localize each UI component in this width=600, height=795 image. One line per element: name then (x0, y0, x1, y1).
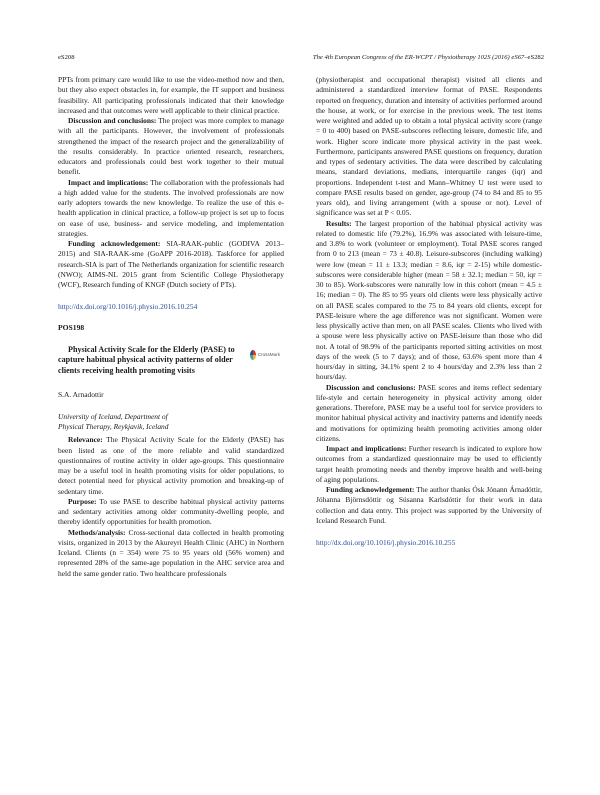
crossmark-icon[interactable] (250, 349, 280, 361)
funding-paragraph: Funding acknowledgement: SIA-RAAK-public (GODIVA 2013–2015) and SIA-RAAK-sme (GoAPP 2016-2018). Taskforce for applied research-SIA is part of The Netherlands organization for scientific research (NWO); AIMS-NL 2015 grant from Scientific College Physiotherapy (WCF), Research funding of KNGF (Dutch society of PTs). (58, 239, 284, 289)
purpose-paragraph: Purpose: To use PASE to describe habitual physical activity patterns and sedentary activities among older community-dwelling people, and thereby identify opportunities for health promotion. (58, 496, 284, 527)
affiliation: University of Iceland, Department of Physical Therapy, Reykjavik, Iceland (58, 411, 169, 432)
abstract-title-block (58, 345, 284, 377)
funding-paragraph: Funding acknowledgement: The author thanks Ósk Jónann Árnadóttir, Jóhanna Björnsdóttir og Súsanna Karlsdóttir for their work in data collection and data entry. This project was supported by the University of Iceland Research Fund. (316, 485, 542, 525)
page-number: eS208 (58, 54, 75, 61)
doi-link[interactable]: http://dx.doi.org/10.1016/j.physio.2016.10.254 (58, 302, 198, 312)
crossmark-logo-icon (250, 350, 256, 360)
crossmark-label: CrossMark (257, 351, 280, 357)
discussion-paragraph: Discussion and conclusions: PASE scores and items reflect sedentary life-style and certain heterogeneity in physical activity among older generations. Therefore, PASE may be a useful tool for service providers to monitor habitual physical activity and inactivity patterns and identify needs and motivations for optimizing health promoting activities among older citizens. (316, 382, 542, 443)
running-header (58, 54, 544, 66)
relevance-paragraph: Relevance: The Physical Activity Scale for the Elderly (PASE) has been listed as one of the more reliable and valid standardized questionnaires of routine activity in older age-groups. This questionnaire may be a useful tool in health promoting visits for older populations, to detect potential need for physical activity promotion and breaking-up of sedentary time. (58, 435, 284, 496)
journal-title: The 4th European Congress of the ER-WCPT / Physiotherapy 102S (2016) eS67–eS282 (312, 54, 544, 61)
methods-paragraph: Methods/analysis: Cross-sectional data collected in health promoting visits, organized in 2013 by the Akureyri Health Clinic (AHC) in Northern Iceland. Clients (n = 354) were 75 to 95 years old (56% women) and represented 28% of the same-age population in the AHC service area and held the same gender ratio. Two healthcare professionals (58, 527, 284, 578)
results-paragraph: Results: The largest proportion of the habitual physical activity was related to domestic life (79.2%), 16.9% was associated with leisure-time, and 3.8% to work (volunteer or employment). Total PASE scores ranged from 0 to 213 (mean = 73 ± 40.8). Leisure-subscores (including walking) were low (mean = 11 ± 13.3; median = 8.6, iqr = 2-15) while domestic-subscores were considerable higher (mean = 58 ± 32.1; median = 50, iqr = 30 to 85). Work-subscores were naturally low in this cohort (mean = 4.5 ± 16; median = 0). The 85 to 95 years old clients were less physically active on all PASE scales compared to the 75 to 84 years old clients, except for PASE-leisure where the age difference was not significant. Women were less physically active than men, on all PASE scales. Clients who lived with a spouse were less physically active on PASE-leisure than those who did not. A total of 98.9% of the participants reported sitting activities on most days of the week (5 to 7 days); and of those, 63.6% spent more than 4 hours/day in sitting, 34.1% spent 2 to 4 hours/day and 2.3% less than 2 hours/day. (316, 218, 542, 382)
left-column (58, 75, 284, 579)
abstract-title: Physical Activity Scale for the Elderly (PASE) to capture habitual physical activity patterns of older clients receiving health promoting visits (58, 344, 235, 375)
right-column (316, 75, 542, 558)
impact-paragraph: Impact and implications: The collaboration with the professionals had a high added value for the students. The involved professionals are now early adopters towards the new knowledge. To realize the use of this e-health application in clinical practice, a follow-up project is set up to focus on ease of use, business- and service modeling, and implementation strategies. (58, 177, 284, 238)
methods-continued: (physiotherapist and occupational therapist) visited all clients and administered a standardized interview format of PASE. Respondents reported on frequency, duration and intensity of activities performed around the house, at work, or for exercise in the previous week. The test items were weighted and added up to obtain a total physical activity score (range = 0 to 400) based on PASE-subscores reflecting leisure, domestic life, and work. Higher score indicate more physical activity in the past week. Furthermore, participants answered PASE questions on frequency, duration and types of sedentary activities. The data were described by calculating means, standard deviations, medians, interquartile ranges (iqr) and proportions. Independent t-test and Mann–Whitney U test were used to compare PASE results based on gender, age-group (74 to 84 and 85 to 95 years old), and living arrangement (with a spouse or not). Level of significance was set at P < 0.05. (316, 75, 542, 218)
intro-paragraph: PPTs from primary care would like to use the video-method now and then, but they also expect obstacles in, for example, the IT support and business feasibility. All participating professionals indicated that their knowledge increased and that outcomes were well applicable to their clinical practice. (58, 75, 284, 115)
doi-link[interactable]: http://dx.doi.org/10.1016/j.physio.2016.10.255 (316, 538, 456, 547)
impact-paragraph: Impact and implications: Further research is indicated to explore how outcomes from a standardized questionnaire may be used to efficiently target health promoting needs and thereby improve health and well-being of aging populations. (316, 444, 543, 484)
poster-id: POS198 (58, 322, 85, 332)
discussion-paragraph: Discussion and conclusions: The project was more complex to manage with all the participants. However, the involvement of professionals strengthened the impact of the research project and the generalizability of the results considerably. In practice oriented research, researchers, educators and professionals could best work together to their mutual benefit. (58, 116, 284, 177)
author: S.A. Arnadottir (58, 389, 104, 399)
